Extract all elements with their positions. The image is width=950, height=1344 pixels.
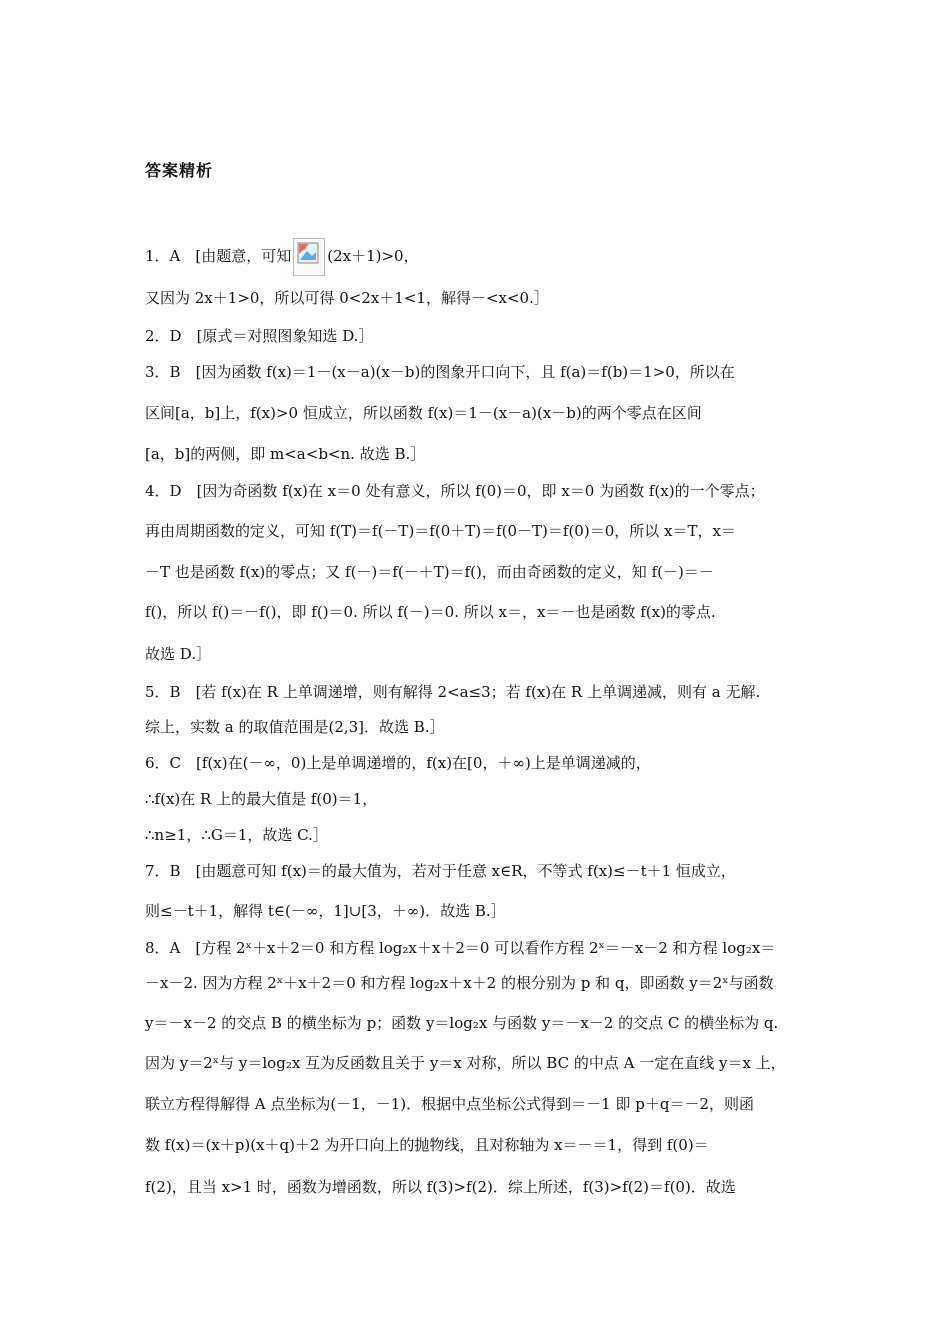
text-line: 再由周期函数的定义，可知 f(T)＝f(－T)＝f(0＋T)＝f(0－T)＝f(0)＝0，所以 x＝T，x＝ <box>145 522 736 540</box>
text-line: 4．D [因为奇函数 f(x)在 x＝0 处有意义，所以 f(0)＝0，即 x＝0 为函数 f(x)的一个零点； <box>145 482 765 500</box>
text-line: 则≤－t＋1，解得 t∈(－∞，1]∪[3，＋∞)．故选 B.］ <box>145 902 506 920</box>
text-line: 又因为 2x＋1>0，所以可得 0<2x＋1<1，解得－<x<0.］ <box>145 289 549 307</box>
text-line <box>145 238 419 276</box>
text-line: y＝－x－2 的交点 B 的横坐标为 p；函数 y＝log₂x 与函数 y＝－x－2 的交点 C 的横坐标为 q. <box>145 1014 779 1032</box>
text-line: 因为 y＝2ˣ与 y＝log₂x 互为反函数且关于 y＝x 对称，所以 BC 的中点 A 一定在直线 y＝x 上， <box>145 1054 786 1072</box>
text-line: 联立方程得解得 A 点坐标为(－1，－1)．根据中点坐标公式得到＝－1 即 p＋q＝－2，则函 <box>145 1095 754 1113</box>
text-line: 区间[a，b]上，f(x)>0 恒成立，所以函数 f(x)＝1－(x－a)(x－b)的两个零点在区间 <box>145 404 702 422</box>
text-line: 5．B [若 f(x)在 R 上单调递增，则有解得 2<a≤3；若 f(x)在 R 上单调递减，则有 a 无解. <box>145 683 761 701</box>
text-line: ∴f(x)在 R 上的最大值是 f(0)＝1， <box>145 790 378 808</box>
text-line: －T 也是函数 f(x)的零点；又 f(－)＝f(－＋T)＝f()，而由奇函数的定义，知 f(－)＝－ <box>145 563 714 581</box>
text-line: 6．C [f(x)在(－∞，0)上是单调递增的，f(x)在[0，＋∞)上是单调递减的， <box>145 754 651 772</box>
text-line: 3．B [因为函数 f(x)＝1－(x－a)(x－b)的图象开口向下，且 f(a)＝f(b)＝1>0，所以在 <box>145 363 735 381</box>
text-line: f()，所以 f()＝－f()，即 f()＝0. 所以 f(－)＝0. 所以 x＝，x＝－也是函数 f(x)的零点. <box>145 603 716 621</box>
text-line: 故选 D.］ <box>145 645 212 663</box>
text-line: 综上，实数 a 的取值范围是(2,3]．故选 B.］ <box>145 718 445 736</box>
text-line: －x－2. 因为方程 2ˣ＋x＋2＝0 和方程 log₂x＋x＋2 的根分别为 p 和 q，即函数 y＝2ˣ与函数 <box>145 974 774 992</box>
text-line: ∴n≥1，∴G＝1，故选 C.］ <box>145 826 328 844</box>
text-line: f(2)，且当 x>1 时，函数为增函数，所以 f(3)>f(2)．综上所述，f(3)>f(2)＝f(0)．故选 <box>145 1178 736 1196</box>
page-title: 答案精析 <box>145 161 214 180</box>
text-line: 8．A [方程 2ˣ＋x＋2＝0 和方程 log₂x＋x＋2＝0 可以看作方程 2ˣ＝－x－2 和方程 log₂x＝ <box>145 939 776 957</box>
broken-image-icon <box>293 238 325 276</box>
text-line-part: 1．A [由题意，可知 <box>145 247 292 265</box>
text-line: [a，b]的两侧，即 m<a<b<n. 故选 B.］ <box>145 445 426 463</box>
text-line: 数 f(x)＝(x＋p)(x＋q)＋2 为开口向上的抛物线，且对称轴为 x＝－＝1，得到 f(0)＝ <box>145 1136 709 1154</box>
text-line: 7．B [由题意可知 f(x)＝的最大值为，若对于任意 x∈R，不等式 f(x)≤－t＋1 恒成立， <box>145 862 736 880</box>
text-line: 2．D [原式＝对照图象知选 D.］ <box>145 327 374 345</box>
text-line-part: (2x＋1)>0， <box>327 247 419 265</box>
